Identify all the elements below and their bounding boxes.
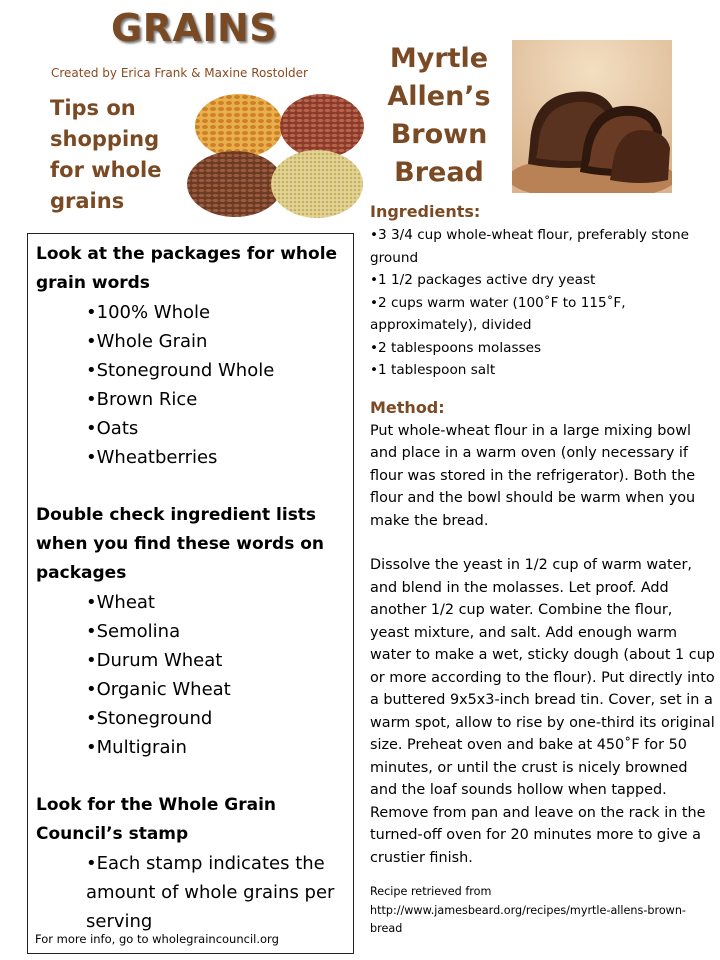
bullet: •	[86, 708, 97, 729]
check-word: Multigrain	[96, 737, 187, 758]
list-item	[86, 733, 348, 762]
spacer	[36, 472, 348, 501]
ingredients-heading: Ingredients:	[370, 202, 481, 221]
ingredients-list	[370, 224, 715, 382]
method-heading: Method:	[370, 397, 445, 417]
spacer	[370, 382, 715, 396]
bullet: •	[370, 272, 379, 288]
list-item	[86, 588, 348, 617]
list-item	[370, 224, 715, 269]
double-check-heading: Double check ingredient lists when you find these words on packages	[36, 505, 325, 583]
bullet: •	[86, 737, 97, 758]
whole-grain-words-list	[36, 298, 348, 472]
list-item	[370, 292, 715, 337]
bullet: •	[86, 389, 97, 410]
poster-title: GRAINS	[111, 6, 278, 50]
spacer	[370, 532, 715, 554]
stamp-heading: Look for the Whole Grain Council’s stamp	[36, 795, 277, 844]
ingredient-text: 2 tablespoons molasses	[378, 339, 542, 356]
list-item	[86, 704, 348, 733]
credit-line: Created by Erica Frank & Maxine Rostolder	[51, 66, 308, 80]
ingredient-text: 1 tablespoon salt	[378, 362, 496, 378]
check-word: Durum Wheat	[96, 650, 223, 671]
bullet: •	[86, 360, 97, 381]
list-item	[86, 675, 348, 704]
bullet: •	[86, 853, 97, 874]
whole-grain-word: Brown Rice	[96, 389, 198, 410]
list-item	[86, 414, 348, 443]
bullet: •	[86, 302, 97, 323]
method-paragraph-1: Put whole-wheat flour in a large mixing bowl and place in a warm oven (only necessary if flour was stored in the refrigerator). Both the flour and the bowl should be warm when you make the bread.	[370, 422, 696, 529]
check-word: Wheat	[96, 592, 155, 613]
shopping-tips-content	[36, 240, 348, 936]
tips-heading: Tips on shopping for whole grains	[50, 96, 162, 213]
bullet: •	[370, 362, 379, 378]
shopping-tips-box	[27, 233, 354, 954]
list-item	[86, 617, 348, 646]
bullet: •	[86, 650, 97, 671]
grains-photo	[177, 88, 375, 220]
list-item	[86, 385, 348, 414]
method-paragraph-2: Dissolve the yeast in 1/2 cup of warm water, and blend in the molasses. Let proof. Add another 1/2 cup water. Combine the flour, yeast mixture, and salt. Add enough warm water to make a wet, sticky dough (about 1 cup or more according to the flour). Put directly into a buttered 9x5x3-inch bread tin. Cover, set in a warm spot, allow to rise by one-third its original size. Preheat oven and bake at 450˚F for 50 minutes, or until the crust is nicely browned and the loaf sounds hollow when tapped. Remove from pan and leave on the rack in the turned-off oven for 20 minutes more to give a crustier finish.	[370, 557, 715, 866]
list-item	[370, 337, 715, 360]
stamp-note-text: Each stamp indicates the amount of whole grains per serving	[86, 853, 335, 932]
stamp-note	[36, 849, 348, 936]
bullet: •	[86, 592, 97, 613]
bullet: •	[86, 418, 97, 439]
recipe-title: Myrtle Allen’s Brown Bread	[387, 43, 491, 188]
list-item	[86, 327, 348, 356]
check-word: Stoneground	[96, 708, 213, 729]
whole-grain-word: Whole Grain	[96, 331, 208, 352]
check-word: Semolina	[96, 621, 181, 642]
bullet: •	[86, 679, 97, 700]
ingredient-text: 1 1/2 packages active dry yeast	[378, 272, 596, 288]
check-word: Organic Wheat	[96, 679, 231, 700]
double-check-list	[36, 588, 348, 762]
recipe-column	[370, 200, 715, 939]
bullet: •	[86, 331, 97, 352]
whole-grain-word: 100% Whole	[96, 302, 211, 323]
ingredient-text: 2 cups warm water (100˚F to 115˚F, approximately), divided	[370, 294, 626, 333]
bullet: •	[86, 447, 97, 468]
spacer	[36, 762, 348, 791]
whole-grain-words-heading: Look at the packages for whole grain words	[36, 244, 338, 293]
list-item	[86, 646, 348, 675]
whole-grain-word: Oats	[96, 418, 139, 439]
bullet: •	[370, 294, 379, 311]
list-item	[370, 359, 715, 382]
ingredient-text: 3 3/4 cup whole-wheat flour, preferably stone ground	[370, 227, 689, 266]
more-info-link-text: For more info, go to wholegraincouncil.org	[35, 932, 279, 946]
whole-grain-word: Stoneground Whole	[96, 360, 275, 381]
list-item	[86, 356, 348, 385]
whole-grain-word: Wheatberries	[96, 447, 218, 468]
bread-photo	[512, 40, 672, 193]
bullet: •	[86, 621, 97, 642]
list-item	[86, 298, 348, 327]
list-item	[86, 443, 348, 472]
spacer	[370, 869, 715, 883]
bullet: •	[370, 339, 379, 356]
recipe-source: Recipe retrieved from http://www.jamesbeard.org/recipes/myrtle-allens-brown-bread	[370, 885, 686, 935]
bullet: •	[370, 227, 379, 243]
list-item	[370, 269, 715, 292]
